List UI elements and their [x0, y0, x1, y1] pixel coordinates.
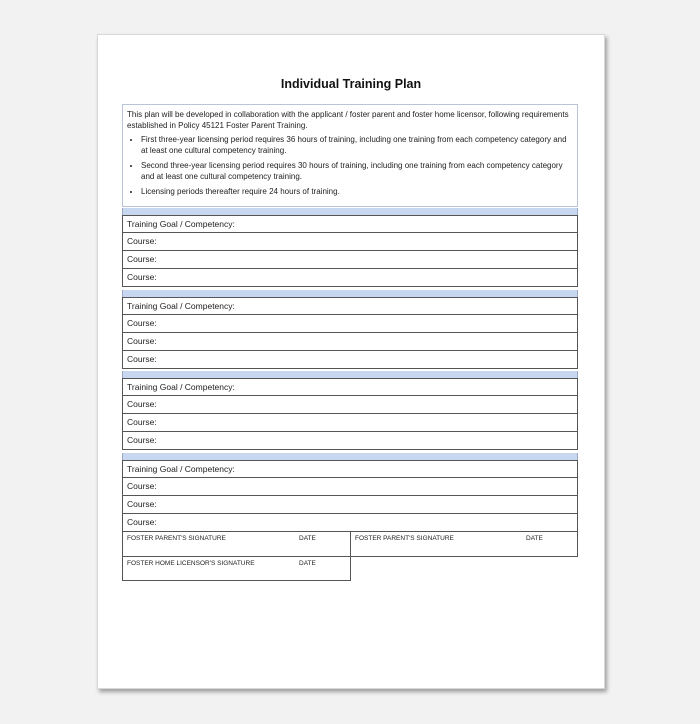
course-row[interactable]: [122, 269, 578, 287]
date-label: DATE: [299, 535, 316, 542]
section-divider: [122, 290, 578, 297]
course-row[interactable]: [122, 432, 578, 450]
course-label: Course:: [127, 336, 157, 346]
section-divider: [122, 371, 578, 378]
document-page: [97, 34, 605, 689]
course-label: Course:: [127, 435, 157, 445]
requirements-list: [127, 134, 573, 197]
training-goal-row[interactable]: [122, 378, 578, 396]
foster-parent-signature-field[interactable]: [122, 532, 351, 557]
course-label: Course:: [127, 254, 157, 264]
course-label: Course:: [127, 481, 157, 491]
goal-label: Training Goal / Competency:: [127, 219, 235, 229]
foster-parent-signature-field-2[interactable]: [350, 532, 578, 557]
course-row[interactable]: [122, 514, 578, 532]
course-label: Course:: [127, 399, 157, 409]
date-label: DATE: [299, 560, 316, 567]
section-divider: [122, 208, 578, 215]
course-label: Course:: [127, 236, 157, 246]
page-title: Individual Training Plan: [280, 77, 422, 91]
course-label: Course:: [127, 272, 157, 282]
goal-label: Training Goal / Competency:: [127, 301, 235, 311]
course-row[interactable]: [122, 251, 578, 269]
course-row[interactable]: [122, 496, 578, 514]
course-label: Course:: [127, 417, 157, 427]
signature-label: FOSTER PARENT'S SIGNATURE: [355, 535, 454, 542]
signature-label: FOSTER HOME LICENSOR'S SIGNATURE: [127, 560, 255, 567]
training-goal-row[interactable]: [122, 460, 578, 478]
course-row[interactable]: [122, 351, 578, 369]
course-label: Course:: [127, 318, 157, 328]
course-row[interactable]: [122, 233, 578, 251]
intro-text: This plan will be developed in collaboration with the applicant / foster parent and foster home licensor, following requirements established in Policy 45121 Foster Parent Training.: [127, 110, 569, 130]
list-item: • First three-year licensing period requires 36 hours of training, including one training from each competency category and at least one cultural competency training.: [141, 134, 573, 156]
goal-label: Training Goal / Competency:: [127, 464, 235, 474]
course-row[interactable]: [122, 333, 578, 351]
training-goal-row[interactable]: [122, 215, 578, 233]
licensor-signature-field[interactable]: [122, 556, 351, 581]
course-row[interactable]: [122, 414, 578, 432]
signature-label: FOSTER PARENT'S SIGNATURE: [127, 535, 226, 542]
course-row[interactable]: [122, 396, 578, 414]
course-row[interactable]: [122, 315, 578, 333]
course-label: Course:: [127, 354, 157, 364]
course-row[interactable]: [122, 478, 578, 496]
training-goal-row[interactable]: [122, 297, 578, 315]
section-divider: [122, 453, 578, 460]
intro-box: [122, 104, 578, 207]
date-label: DATE: [526, 535, 543, 542]
list-item: • Second three-year licensing period requires 30 hours of training, including one training from each competency category and at least one cultural competency training.: [141, 160, 573, 182]
course-label: Course:: [127, 517, 157, 527]
goal-label: Training Goal / Competency:: [127, 382, 235, 392]
list-item: • Licensing periods thereafter require 24 hours of training.: [141, 186, 573, 197]
course-label: Course:: [127, 499, 157, 509]
